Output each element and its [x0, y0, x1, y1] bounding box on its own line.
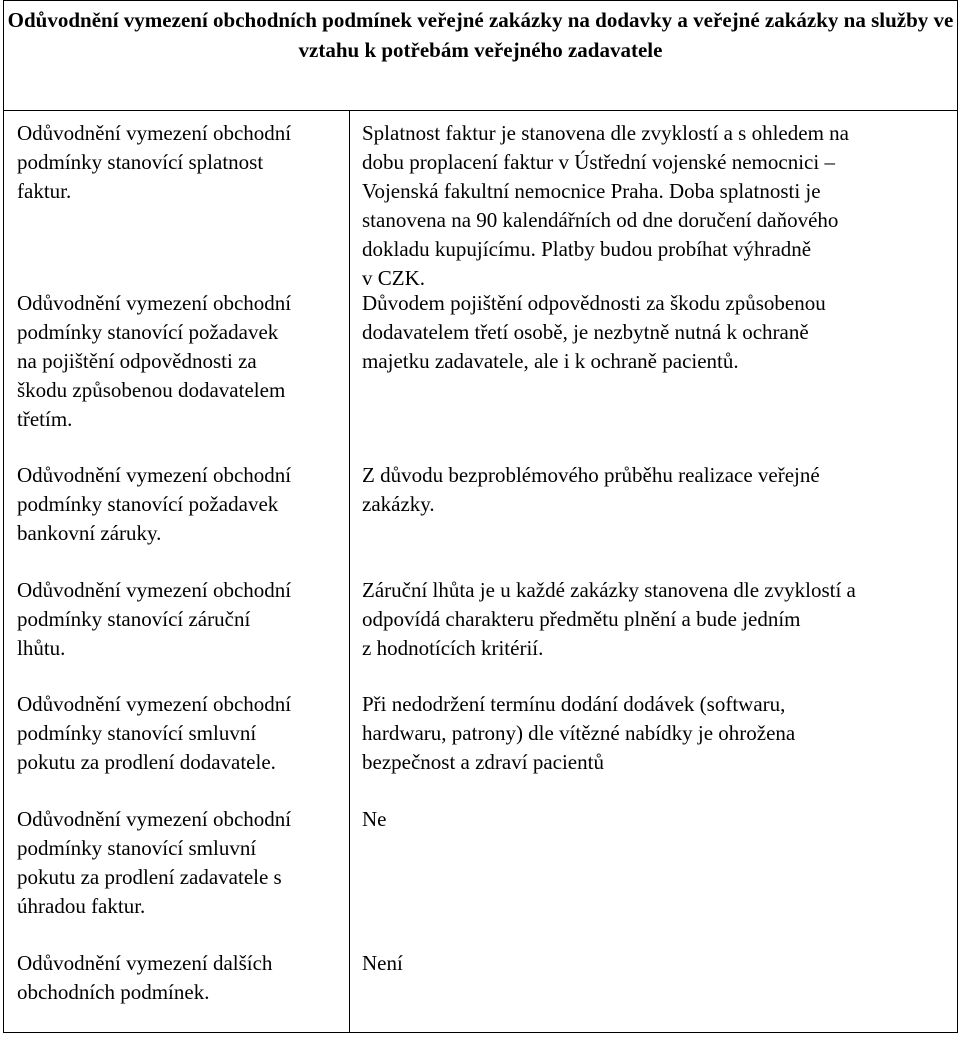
row-text-pokuta-dodavatel: Při nedodržení termínu dodání dodávek (softwaru, hardwaru, patrony) dle vítězné nabídky je ohrožena bezpečnost a zdraví pacientů	[362, 692, 796, 774]
row-label-pojisteni: Odůvodnění vymezení obchodní podmínky stanovící požadavek na pojištění odpovědnosti za škodu způsobenou dodavatelem třetím.	[17, 291, 292, 431]
table-title: Odůvodnění vymezení obchodních podmínek veřejné zakázky na dodavky a veřejné zakázky na služby ve vztahu k potřebám veřejného zadavatele	[4, 1, 957, 111]
conditions-table	[3, 0, 958, 1033]
row-text-dalsi-podminky: Není	[362, 951, 403, 975]
row-text-zarucni-lhuta: Záruční lhůta je u každé zakázky stanovena dle zvyklostí a odpovídá charakteru předmětu plnění a bude jedním z hodnotících kritérií.	[362, 578, 856, 660]
row-label-pokuta-zadavatel: Odůvodnění vymezení obchodní podmínky stanovící smluvní pokutu za prodlení zadavatele s úhradou faktur.	[17, 807, 292, 918]
column-divider	[349, 111, 350, 1032]
row-label-zarucni-lhuta: Odůvodnění vymezení obchodní podmínky stanovící záruční lhůtu.	[17, 578, 292, 660]
row-label-pokuta-dodavatel: Odůvodnění vymezení obchodní podmínky stanovící smluvní pokutu za prodlení dodavatele.	[17, 692, 292, 774]
row-label-bankovni-zaruka: Odůvodnění vymezení obchodní podmínky stanovící požadavek bankovní záruky.	[17, 463, 292, 545]
row-text-pokuta-zadavatel: Ne	[362, 807, 387, 831]
row-text-pojisteni: Důvodem pojištění odpovědnosti za škodu způsobenou dodavatelem třetí osobě, je nezbytně nutná k ochraně majetku zadavatele, ale i k ochraně pacientů.	[362, 291, 826, 373]
row-text-splatnost: Splatnost faktur je stanovena dle zvyklostí a s ohledem na dobu proplacení faktur v Ústřední vojenské nemocnici – Vojenská fakultní nemocnice Praha. Doba splatnosti je stanovena na 90 kalendářních od dne doručení daňového dokladu kupujícímu. Platby budou probíhat výhradně v CZK.	[362, 121, 849, 290]
row-text-bankovni-zaruka: Z důvodu bezproblémového průběhu realizace veřejné zakázky.	[362, 463, 820, 516]
row-label-dalsi-podminky: Odůvodnění vymezení dalších obchodních podmínek.	[17, 951, 273, 1004]
row-label-splatnost: Odůvodnění vymezení obchodní podmínky stanovící splatnost faktur.	[17, 121, 292, 203]
